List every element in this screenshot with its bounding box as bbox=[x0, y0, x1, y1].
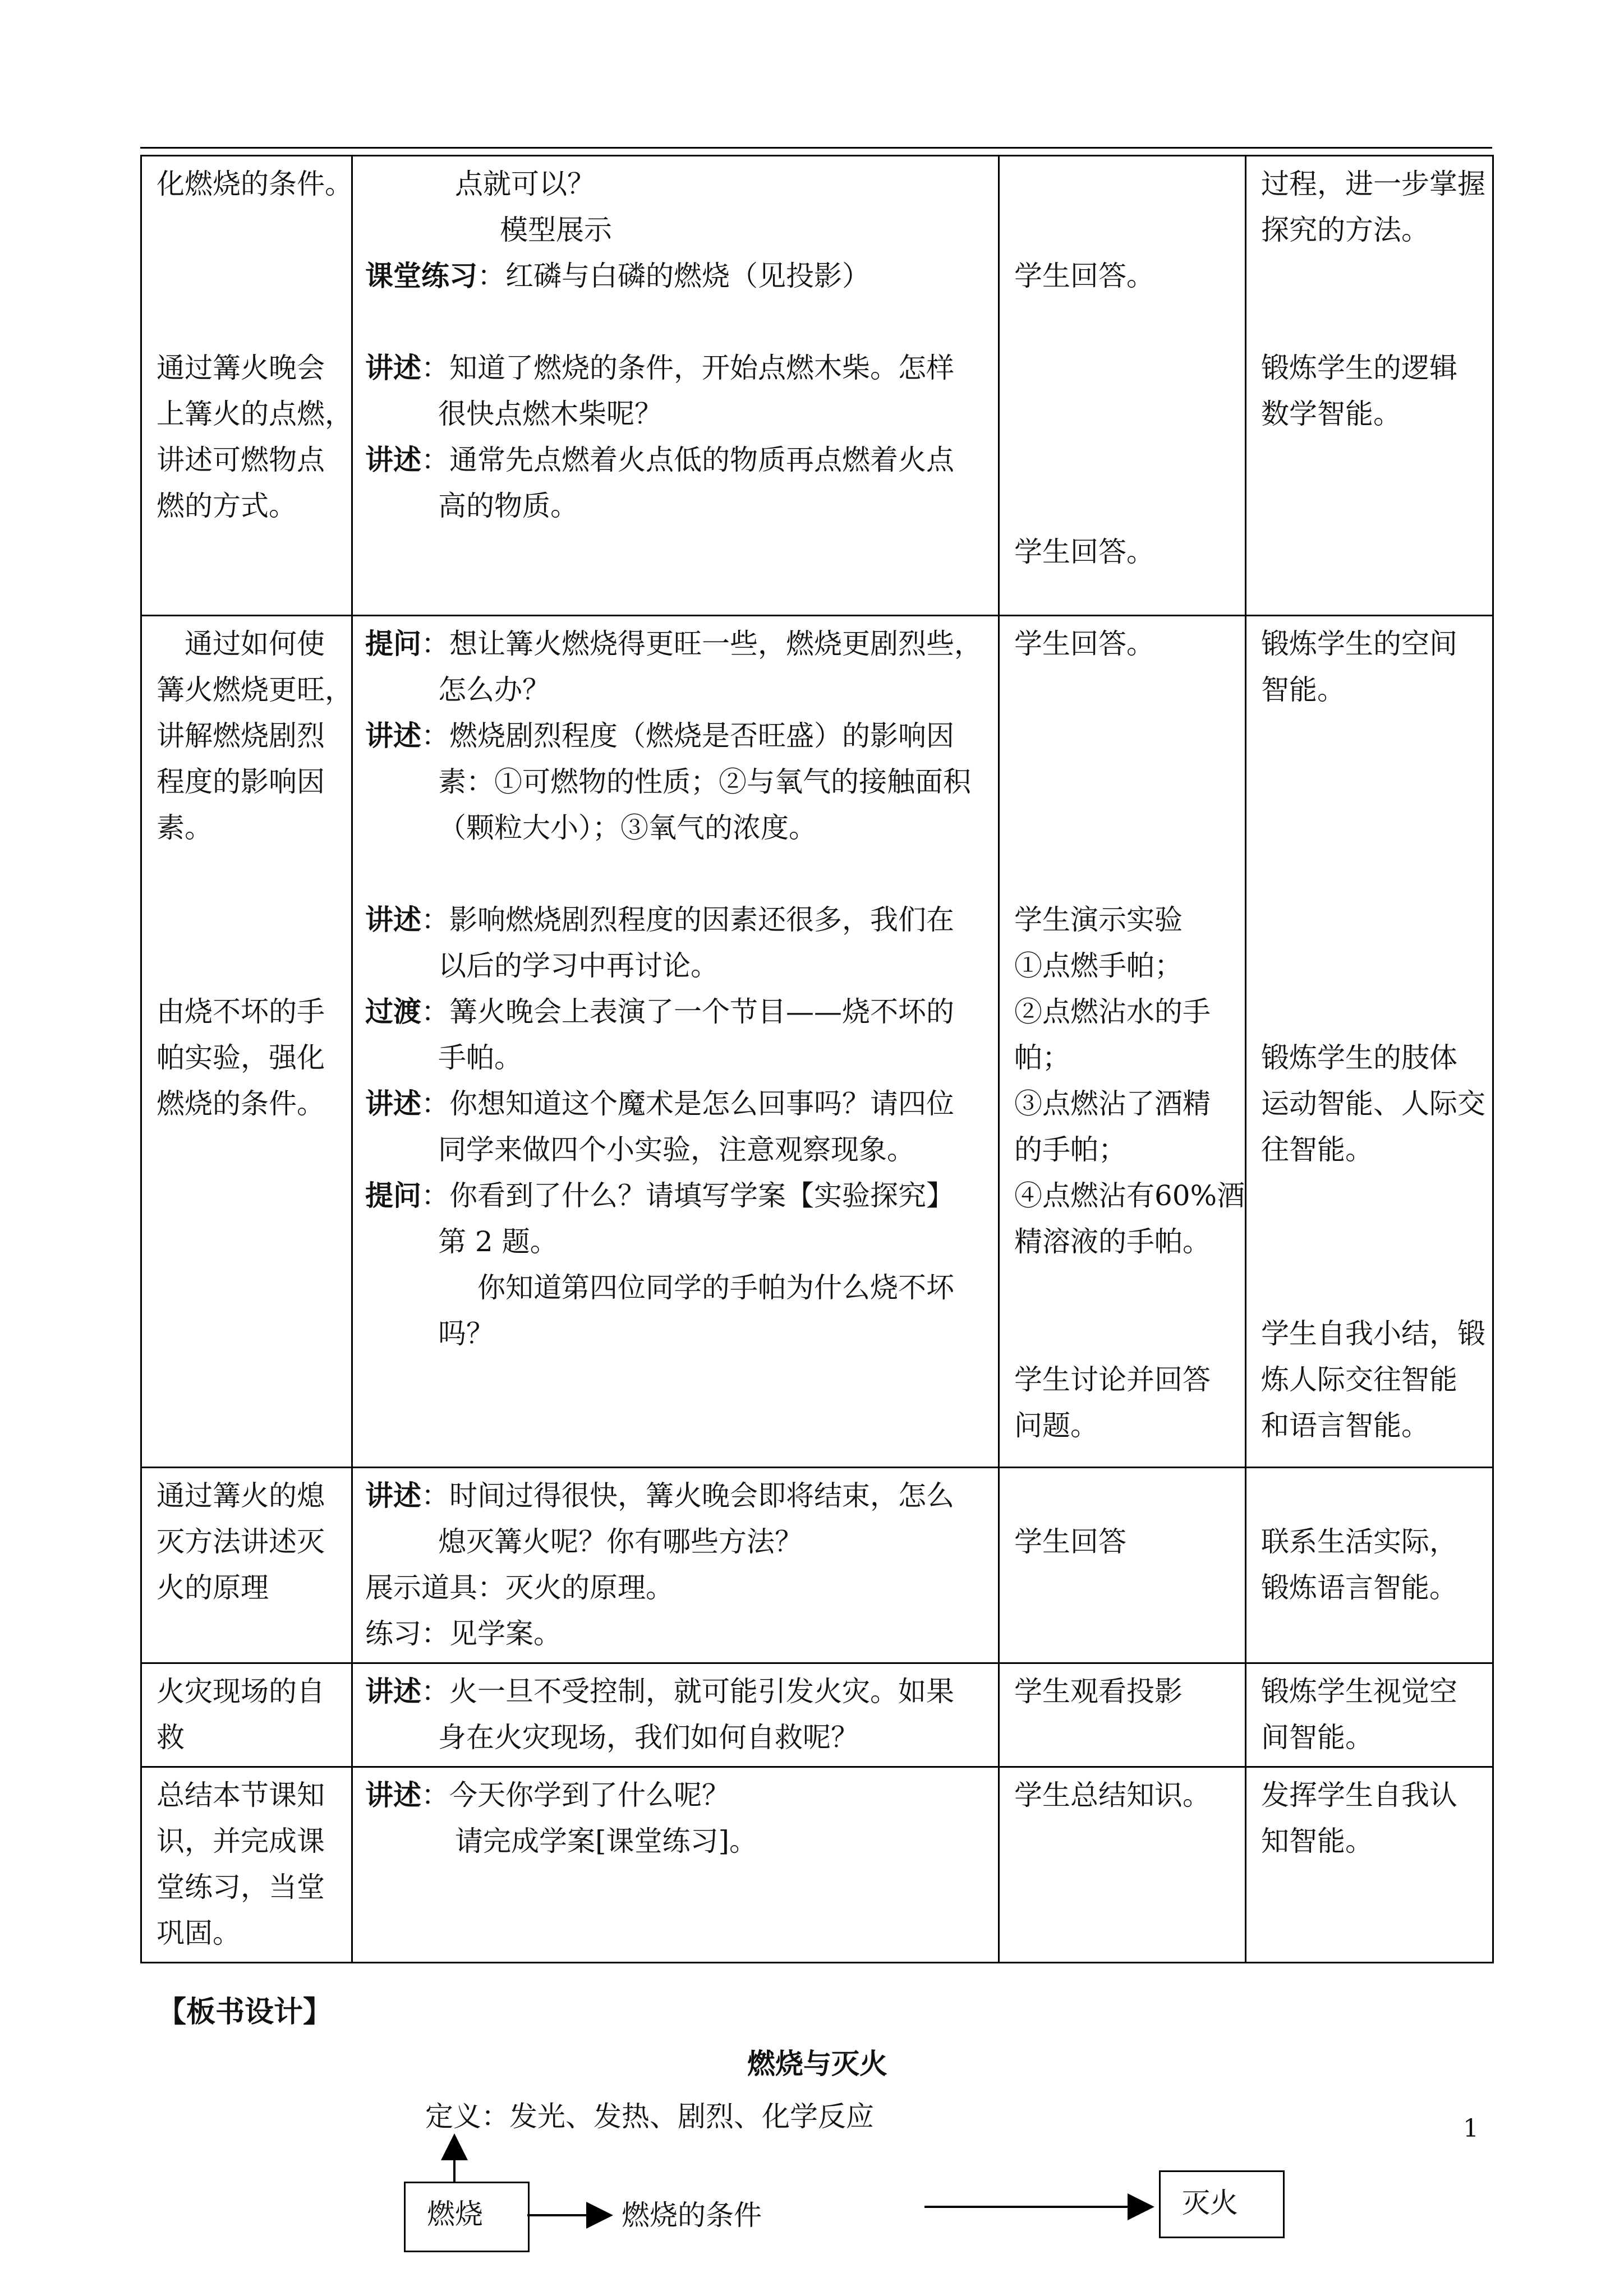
text-line: 的手帕； bbox=[1014, 1133, 1126, 1166]
text-line: 学生演示实验 bbox=[1014, 903, 1183, 936]
text-line: 间智能。 bbox=[1261, 1721, 1373, 1754]
paragraph-text: ：知道了燃烧的条件，开始点燃木柴。怎样 bbox=[421, 352, 954, 384]
text-line: 学生总结知识。 bbox=[1014, 1779, 1211, 1811]
speaker-label: 讲述 bbox=[365, 1778, 421, 1811]
speaker-label: 讲述 bbox=[365, 1675, 421, 1708]
paragraph-text: 很快点燃木柴呢？ bbox=[438, 398, 663, 430]
board-definition: 定义：发光、发热、剧烈、化学反应 bbox=[425, 2100, 874, 2133]
text-line: 上篝火的点燃， bbox=[157, 398, 353, 430]
text-line: 往智能。 bbox=[1261, 1133, 1373, 1166]
text-line: 通过如何使 bbox=[185, 628, 325, 660]
paragraph-text: ：你想知道这个魔术是怎么回事吗？请四位 bbox=[421, 1087, 954, 1120]
page-number: 1 bbox=[1463, 2114, 1479, 2143]
text-line: 和语言智能。 bbox=[1261, 1409, 1429, 1442]
paragraph-text: 点就可以？ bbox=[455, 168, 595, 200]
text-line: 锻炼语言智能。 bbox=[1261, 1571, 1457, 1604]
paragraph-text: ：今天你学到了什么呢？ bbox=[421, 1779, 730, 1811]
paragraph-text: ：红磷与白磷的燃烧（见投影） bbox=[477, 260, 870, 292]
paragraph-text: ：你看到了什么？请填写学案【实验探究】 bbox=[421, 1179, 954, 1212]
paragraph-text: ：篝火晚会上表演了一个节目——烧不坏的 bbox=[421, 995, 954, 1028]
text-line: ①点燃手帕； bbox=[1014, 949, 1183, 982]
paragraph-text: 请完成学案[课堂练习]。 bbox=[455, 1825, 758, 1857]
speaker-label: 讲述 bbox=[365, 443, 421, 476]
text-line: ④点燃沾有60%酒 bbox=[1014, 1179, 1245, 1212]
paragraph-text: 你知道第四位同学的手帕为什么烧不坏 bbox=[477, 1271, 954, 1304]
text-line: 数学智能。 bbox=[1261, 398, 1401, 430]
speaker-label: 提问 bbox=[365, 627, 421, 660]
speaker-label: 讲述 bbox=[365, 719, 421, 752]
paragraph-text: 第 2 题。 bbox=[438, 1225, 558, 1258]
paragraph-text: 展示道具：灭火的原理。 bbox=[365, 1571, 674, 1604]
text-line: 燃烧的条件。 bbox=[157, 1087, 325, 1120]
speaker-label: 讲述 bbox=[365, 351, 421, 384]
text-line: 学生讨论并回答 bbox=[1014, 1363, 1211, 1396]
text-line: 锻炼学生的空间 bbox=[1261, 628, 1457, 660]
text-line: 问题。 bbox=[1014, 1409, 1098, 1442]
text-line: 锻炼学生视觉空 bbox=[1261, 1675, 1457, 1708]
paragraph-text: 熄灭篝火呢？你有哪些方法？ bbox=[438, 1525, 803, 1558]
text-line: 篝火燃烧更旺， bbox=[157, 674, 353, 706]
text-line: 讲解燃烧剧烈 bbox=[157, 720, 325, 752]
board-design-heading: 【板书设计】 bbox=[157, 1995, 333, 2029]
text-line: 锻炼学生的逻辑 bbox=[1261, 352, 1457, 384]
paragraph-text: 手帕。 bbox=[438, 1041, 522, 1074]
speaker-label: 过渡 bbox=[365, 995, 421, 1028]
text-line: 素。 bbox=[157, 812, 213, 844]
text-line: 发挥学生自我认 bbox=[1261, 1779, 1457, 1811]
text-line: 灭方法讲述灭 bbox=[157, 1525, 325, 1558]
burn-conditions: 燃烧的条件 bbox=[622, 2199, 762, 2232]
text-line: 通过篝火晚会 bbox=[157, 352, 325, 384]
text-line: 智能。 bbox=[1261, 674, 1345, 706]
speaker-label: 讲述 bbox=[365, 1479, 421, 1512]
text-line: 锻炼学生的肢体 bbox=[1261, 1041, 1457, 1074]
paragraph-text: （颗粒大小）；③氧气的浓度。 bbox=[438, 812, 817, 844]
paragraph-text: ：通常先点燃着火点低的物质再点燃着火点 bbox=[421, 444, 954, 476]
extinguish-box-label: 灭火 bbox=[1182, 2187, 1238, 2219]
text-line: 联系生活实际， bbox=[1261, 1525, 1457, 1558]
speaker-label: 讲述 bbox=[365, 1087, 421, 1120]
paragraph-text: 吗？ bbox=[438, 1317, 494, 1350]
text-line: 讲述可燃物点 bbox=[157, 444, 325, 476]
speaker-label: 讲述 bbox=[365, 903, 421, 936]
speaker-label: 提问 bbox=[365, 1179, 421, 1212]
paragraph-text: 以后的学习中再讨论。 bbox=[438, 949, 719, 982]
text-line: 火灾现场的自 bbox=[157, 1675, 325, 1708]
burn-box-label: 燃烧 bbox=[427, 2198, 483, 2230]
text-line: 帕； bbox=[1014, 1041, 1070, 1074]
paragraph-text: 练习：见学案。 bbox=[365, 1617, 562, 1650]
paragraph-text: ：火一旦不受控制，就可能引发火灾。如果 bbox=[421, 1675, 954, 1708]
text-line: 识，并完成课 bbox=[157, 1825, 325, 1857]
text-line: 学生自我小结，锻 bbox=[1261, 1317, 1485, 1350]
text-line: 知智能。 bbox=[1261, 1825, 1373, 1857]
text-line: 探究的方法。 bbox=[1261, 214, 1429, 246]
text-line: 救 bbox=[157, 1721, 185, 1754]
paragraph-text: 怎么办？ bbox=[438, 674, 550, 706]
text-line: 炼人际交往智能 bbox=[1261, 1363, 1457, 1396]
paragraph-text: 身在火灾现场，我们如何自救呢？ bbox=[438, 1721, 859, 1754]
text-line: 程度的影响因 bbox=[157, 766, 325, 798]
text-line: 学生回答。 bbox=[1014, 628, 1154, 660]
paragraph-text: 模型展示 bbox=[500, 214, 612, 246]
text-line: 过程，进一步掌握 bbox=[1261, 168, 1485, 200]
text-line: 总结本节课知 bbox=[157, 1779, 325, 1811]
text-line: 堂练习，当堂 bbox=[157, 1871, 325, 1903]
text-line: ②点燃沾水的手 bbox=[1014, 995, 1211, 1028]
text-line: 精溶液的手帕。 bbox=[1014, 1225, 1211, 1258]
text-line: 学生回答 bbox=[1014, 1525, 1126, 1558]
text-line: 学生观看投影 bbox=[1014, 1675, 1183, 1708]
text-line: 学生回答。 bbox=[1014, 260, 1154, 292]
text-line: 帕实验，强化 bbox=[157, 1041, 325, 1074]
paragraph-text: ：影响燃烧剧烈程度的因素还很多，我们在 bbox=[421, 903, 954, 936]
paragraph-text: ：想让篝火燃烧得更旺一些，燃烧更剧烈些， bbox=[421, 628, 982, 660]
paragraph-text: ：燃烧剧烈程度（燃烧是否旺盛）的影响因 bbox=[421, 720, 954, 752]
text-line: 化燃烧的条件。 bbox=[157, 168, 353, 200]
text-line: 学生回答。 bbox=[1014, 536, 1154, 568]
text-line: 由烧不坏的手 bbox=[157, 995, 325, 1028]
board-title: 燃烧与灭火 bbox=[747, 2047, 887, 2080]
paragraph-text: 高的物质。 bbox=[438, 490, 578, 522]
text-line: ③点燃沾了酒精 bbox=[1014, 1087, 1211, 1120]
paragraph-text: 素：①可燃物的性质；②与氧气的接触面积 bbox=[438, 766, 971, 798]
paragraph-text: 同学来做四个小实验，注意观察现象。 bbox=[438, 1133, 915, 1166]
text-line: 巩固。 bbox=[157, 1917, 241, 1949]
text-line: 通过篝火的熄 bbox=[157, 1479, 325, 1512]
text-line: 运动智能、人际交 bbox=[1261, 1087, 1485, 1120]
text-line: 火的原理 bbox=[157, 1571, 269, 1604]
speaker-label: 课堂练习 bbox=[365, 259, 477, 292]
paragraph-text: ：时间过得很快，篝火晚会即将结束，怎么 bbox=[421, 1479, 954, 1512]
text-line: 燃的方式。 bbox=[157, 490, 297, 522]
